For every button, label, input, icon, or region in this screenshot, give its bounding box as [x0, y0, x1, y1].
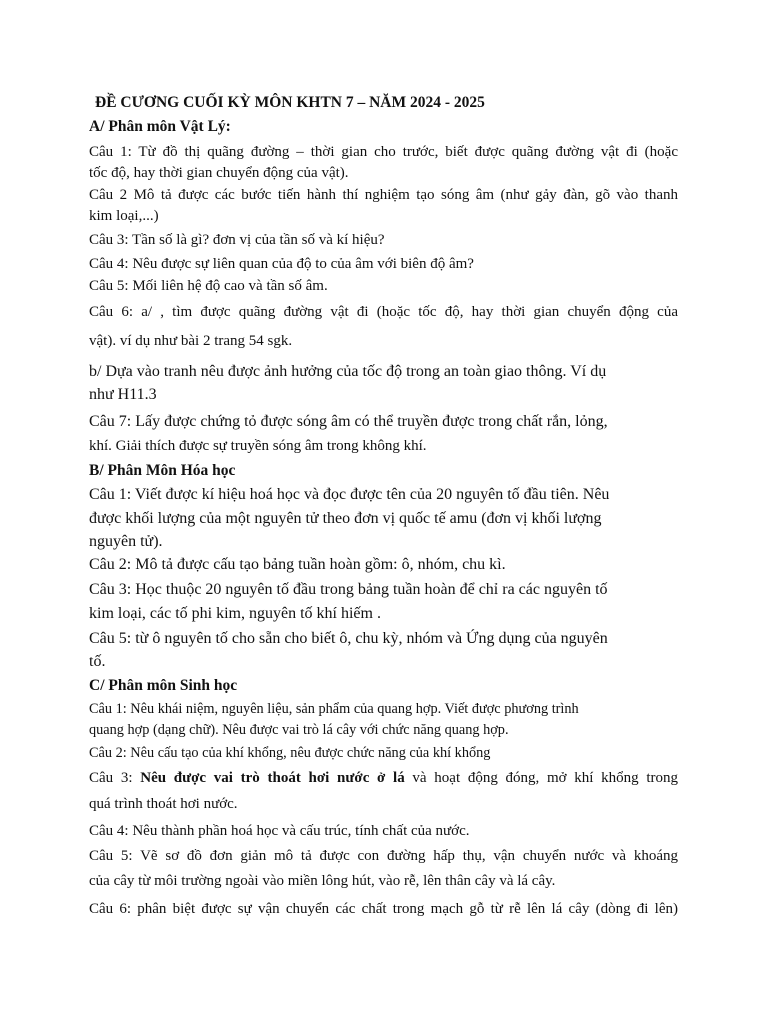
physics-line: Câu 6: a/ , tìm được quãng đường vật đi (hoặc tốc độ, hay thời gian chuyển động của — [89, 304, 678, 320]
physics-line: b/ Dựa vào tranh nêu được ảnh hưởng của tốc độ trong an toàn giao thông. Ví dụ — [89, 363, 607, 380]
section-heading-chemistry: B/ Phân Môn Hóa học — [89, 462, 236, 479]
physics-line: tốc độ, hay thời gian chuyển động của vật). — [89, 165, 349, 181]
physics-line: Câu 2 Mô tả được các bước tiến hành thí nghiệm tạo sóng âm (như gảy đàn, gõ vào thanh — [89, 187, 678, 203]
chemistry-line: tố. — [89, 653, 106, 670]
biology-line: Câu 6: phân biệt được sự vận chuyển các chất trong mạch gỗ từ rễ lên lá cây (dòng đi lên) — [89, 901, 678, 917]
biology-line: của cây từ môi trường ngoài vào miền lông hút, vào rễ, lên thân cây và lá cây. — [89, 873, 556, 889]
physics-line: Câu 3: Tần số là gì? đơn vị của tần số và kí hiệu? — [89, 232, 385, 248]
biology-line: quang hợp (dạng chữ). Nêu được vai trò lá cây với chức năng quang hợp. — [89, 722, 509, 738]
chemistry-line: nguyên tử). — [89, 533, 163, 550]
physics-line: Câu 4: Nêu được sự liên quan của độ to của âm với biên độ âm? — [89, 256, 474, 272]
physics-line: khí. Giải thích được sự truyền sóng âm trong không khí. — [89, 438, 427, 454]
physics-line: Câu 7: Lấy được chứng tỏ được sóng âm có thể truyền được trong chất rắn, lỏng, — [89, 413, 608, 430]
biology-line: quá trình thoát hơi nước. — [89, 796, 238, 812]
chemistry-line: kim loại, các tố phi kim, nguyên tố khí hiếm . — [89, 605, 381, 622]
physics-line: vật). ví dụ như bài 2 trang 54 sgk. — [89, 333, 293, 349]
document-title: ĐỀ CƯƠNG CUỐI KỲ MÔN KHTN 7 – NĂM 2024 - 2025 — [95, 94, 485, 111]
chemistry-line: Câu 2: Mô tả được cấu tạo bảng tuần hoàn gồm: ô, nhóm, chu kì. — [89, 556, 506, 573]
chemistry-line: được khối lượng của một nguyên tử theo đơn vị quốc tế amu (đơn vị khối lượng — [89, 510, 602, 527]
biology-question-3 — [89, 770, 678, 787]
section-heading-physics: A/ Phân môn Vật Lý: — [89, 118, 231, 135]
chemistry-line: Câu 1: Viết được kí hiệu hoá học và đọc được tên của 20 nguyên tố đầu tiên. Nêu — [89, 486, 610, 503]
physics-line: Câu 1: Từ đồ thị quãng đường – thời gian cho trước, biết được quãng đường vật đi (hoặc — [89, 144, 678, 160]
chemistry-line: Câu 5: từ ô nguyên tố cho sẵn cho biết ô, chu kỳ, nhóm và Ứng dụng của nguyên — [89, 630, 608, 647]
q3-prefix: Câu 3: — [89, 770, 141, 786]
chemistry-line: Câu 3: Học thuộc 20 nguyên tố đầu trong bảng tuần hoàn để chỉ ra các nguyên tố — [89, 581, 608, 598]
q3-bold-text: Nêu được vai trò thoát hơi nước ở lá — [140, 770, 405, 786]
physics-line: Câu 5: Mối liên hệ độ cao và tần số âm. — [89, 278, 328, 294]
biology-line: Câu 2: Nêu cấu tạo của khí khổng, nêu được chức năng của khí khổng — [89, 745, 491, 761]
physics-line: như H11.3 — [89, 386, 157, 403]
section-heading-biology: C/ Phân môn Sinh học — [89, 677, 238, 694]
biology-line: Câu 1: Nêu khái niệm, nguyên liệu, sản phẩm của quang hợp. Viết được phương trình — [89, 701, 579, 717]
physics-line: kim loại,...) — [89, 208, 159, 224]
biology-line: Câu 5: Vẽ sơ đồ đơn giản mô tả được con đường hấp thụ, vận chuyển nước và khoáng — [89, 848, 678, 864]
q3-rest: và hoạt động đóng, mở khí khổng trong — [404, 770, 678, 786]
biology-line: Câu 4: Nêu thành phần hoá học và cấu trúc, tính chất của nước. — [89, 823, 470, 839]
